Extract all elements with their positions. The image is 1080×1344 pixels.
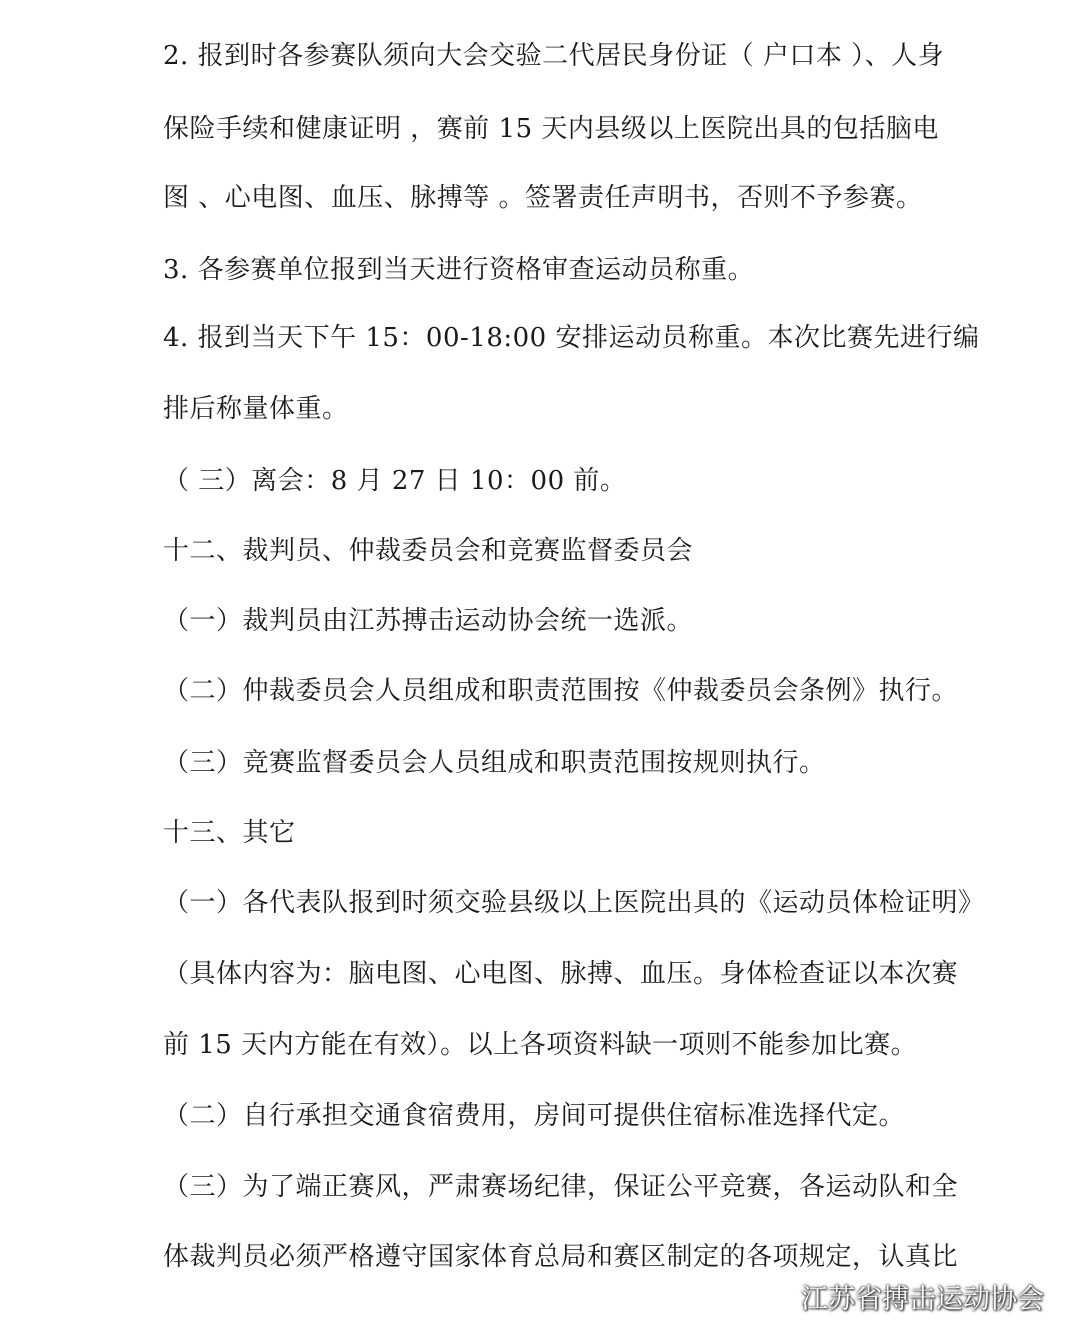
doc-line: 2. 报到时各参赛队须向大会交验二代居民身份证（ 户口本 ）、人身 [163, 41, 945, 71]
doc-line: 前 15 天内方能在有效）。以上各项资料缺一项则不能参加比赛。 [163, 1030, 918, 1060]
doc-line: （一）裁判员由江苏搏击运动协会统一选派。 [163, 606, 694, 636]
doc-line: （ 三）离会：8 月 27 日 10：00 前。 [163, 466, 627, 496]
section-heading: 十三、其它 [163, 818, 296, 848]
doc-line: （三）竞赛监督委员会人员组成和职责范围按规则执行。 [163, 748, 826, 778]
doc-line: （二）自行承担交通食宿费用，房间可提供住宿标准选择代定。 [163, 1101, 906, 1131]
doc-line: 3. 各参赛单位报到当天进行资格审查运动员称重。 [163, 255, 755, 285]
watermark [757, 1276, 1044, 1316]
wechat-icon [757, 1281, 791, 1311]
doc-line: 体裁判员必须严格遵守国家体育总局和赛区制定的各项规定，认真比 [163, 1242, 959, 1272]
doc-line: 4. 报到当天下午 15：00-18:00 安排运动员称重。本次比赛先进行编 [163, 323, 980, 353]
watermark-text: 江苏省搏击运动协会 [801, 1283, 1044, 1315]
doc-line: 图 、心电图、血压、脉搏等 。签署责任声明书，否则不予参赛。 [163, 183, 923, 213]
doc-line: （具体内容为：脑电图、心电图、脉搏、血压。身体检查证以本次赛 [163, 959, 959, 989]
section-heading: 十二、裁判员、仲裁委员会和竞赛监督委员会 [163, 536, 694, 566]
doc-line: 保险手续和健康证明 ，赛前 15 天内县级以上医院出具的包括脑电 [163, 114, 939, 144]
doc-line: （一）各代表队报到时须交验县级以上医院出具的《运动员体检证明》 [163, 888, 985, 918]
doc-line: 排后称量体重。 [163, 394, 349, 424]
doc-line: （二）仲裁委员会人员组成和职责范围按《仲裁委员会条例》执行。 [163, 676, 959, 706]
doc-line: （三）为了端正赛风，严肃赛场纪律，保证公平竞赛，各运动队和全 [163, 1172, 959, 1202]
